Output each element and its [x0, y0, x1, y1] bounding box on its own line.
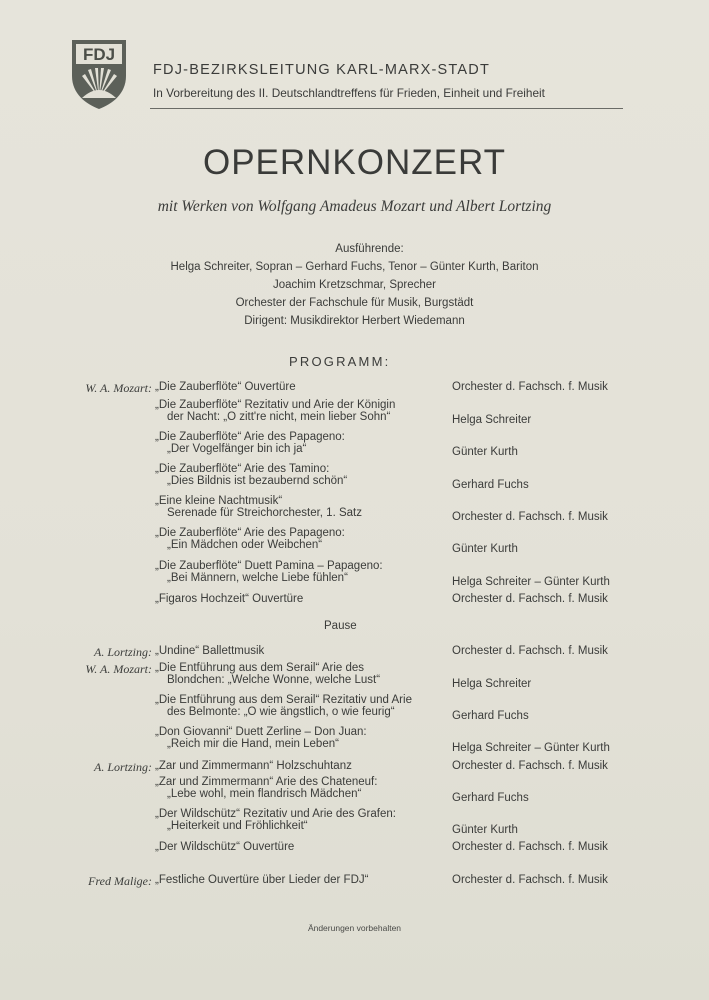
performer-label: Helga Schreiter – Günter Kurth [452, 742, 610, 754]
performer-label: Gerhard Fuchs [452, 710, 529, 722]
organization-title: FDJ-BEZIRKSLEITUNG KARL-MARX-STADT [153, 62, 491, 78]
performer-label: Orchester d. Fachsch. f. Musik [452, 381, 608, 393]
concert-subtitle: mit Werken von Wolfgang Amadeus Mozart und Albert Lortzing [157, 198, 552, 215]
work-title: „Die Zauberflöte“ Ouvertüre [155, 381, 296, 393]
changes-reserved-note: Änderungen vorbehalten [307, 923, 402, 933]
performer-label: Helga Schreiter – Günter Kurth [452, 576, 610, 588]
performer-label: Gerhard Fuchs [452, 792, 529, 804]
performer-label: Orchester d. Fachsch. f. Musik [452, 874, 608, 886]
fdj-emblem [70, 38, 128, 110]
work-title: „Die Entführung aus dem Serail“ Arie des Blondchen: „Welche Wonne, welche Lust“ [155, 662, 381, 686]
performer-label: Orchester d. Fachsch. f. Musik [452, 593, 608, 605]
fdj-sunrise-icon [70, 38, 128, 110]
performers-line: Joachim Kretzschmar, Sprecher [273, 279, 436, 291]
work-title: „Die Zauberflöte“ Arie des Papageno: „Ein Mädchen oder Weibchen“ [155, 527, 345, 551]
work-title: „Don Giovanni“ Duett Zerline – Don Juan: „Reich mir die Hand, mein Leben“ [155, 726, 367, 750]
composer-label: A. Lortzing: [93, 645, 152, 659]
composer-label: W. A. Mozart: [85, 662, 152, 676]
work-title: „Undine“ Ballettmusik [155, 645, 265, 657]
concert-title: OPERNKONZERT [202, 143, 507, 182]
performer-label: Orchester d. Fachsch. f. Musik [452, 645, 608, 657]
work-title: „Zar und Zimmermann“ Holzschuhtanz [155, 760, 352, 772]
work-title: „Figaros Hochzeit“ Ouvertüre [155, 593, 304, 605]
header-divider [150, 108, 623, 109]
work-title: „Zar und Zimmermann“ Arie des Chateneuf: „Lebe wohl, mein flandrisch Mädchen“ [155, 776, 378, 800]
work-title: „Die Zauberflöte“ Duett Pamina – Papageno: „Bei Männern, welche Liebe fühlen“ [155, 560, 383, 584]
work-title: „Der Wildschütz“ Ouvertüre [155, 841, 295, 853]
performer-label: Helga Schreiter [452, 678, 532, 690]
work-title: „Die Zauberflöte“ Arie des Tamino: „Dies Bildnis ist bezaubernd schön“ [155, 463, 348, 487]
pause-label: Pause [324, 620, 357, 632]
performers-line: Helga Schreiter, Sopran – Gerhard Fuchs, Tenor – Günter Kurth, Bariton [170, 261, 539, 273]
work-title: „Eine kleine Nachtmusik“ Serenade für Streichorchester, 1. Satz [155, 495, 362, 519]
performer-label: Helga Schreiter [452, 414, 532, 426]
performer-label: Gerhard Fuchs [452, 479, 529, 491]
performer-label: Orchester d. Fachsch. f. Musik [452, 760, 608, 772]
work-title: „Der Wildschütz“ Rezitativ und Arie des Grafen: „Heiterkeit und Fröhlichkeit“ [155, 808, 396, 832]
logo-text: FDJ [82, 45, 116, 64]
performers-line: Dirigent: Musikdirektor Herbert Wiedemann [244, 315, 465, 327]
composer-label: W. A. Mozart: [85, 381, 152, 395]
performer-label: Günter Kurth [452, 543, 518, 555]
composer-label: Fred Malige: [88, 874, 152, 888]
composer-label: A. Lortzing: [93, 760, 152, 774]
program-heading: PROGRAMM: [289, 354, 391, 369]
performer-label: Günter Kurth [452, 824, 518, 836]
work-title: „Die Entführung aus dem Serail“ Rezitativ und Arie des Belmonte: „O wie ängstlich, o wie feurig“ [155, 694, 412, 718]
performer-label: Günter Kurth [452, 446, 518, 458]
work-title: „Festliche Ouvertüre über Lieder der FDJ“ [155, 874, 369, 886]
organization-subtitle: In Vorbereitung des II. Deutschlandtreffens für Frieden, Einheit und Freiheit [153, 86, 545, 100]
work-title: „Die Zauberflöte“ Arie des Papageno: „Der Vogelfänger bin ich ja“ [155, 431, 345, 455]
work-title: „Die Zauberflöte“ Rezitativ und Arie der Königin der Nacht: „O zitt're nicht, mein lieber Sohn“ [155, 399, 396, 423]
performers-block [0, 240, 709, 330]
performer-label: Orchester d. Fachsch. f. Musik [452, 841, 608, 853]
performers-line: Orchester der Fachschule für Musik, Burgstädt [235, 297, 474, 309]
performers-heading: Ausführende: [335, 243, 404, 255]
performer-label: Orchester d. Fachsch. f. Musik [452, 511, 608, 523]
